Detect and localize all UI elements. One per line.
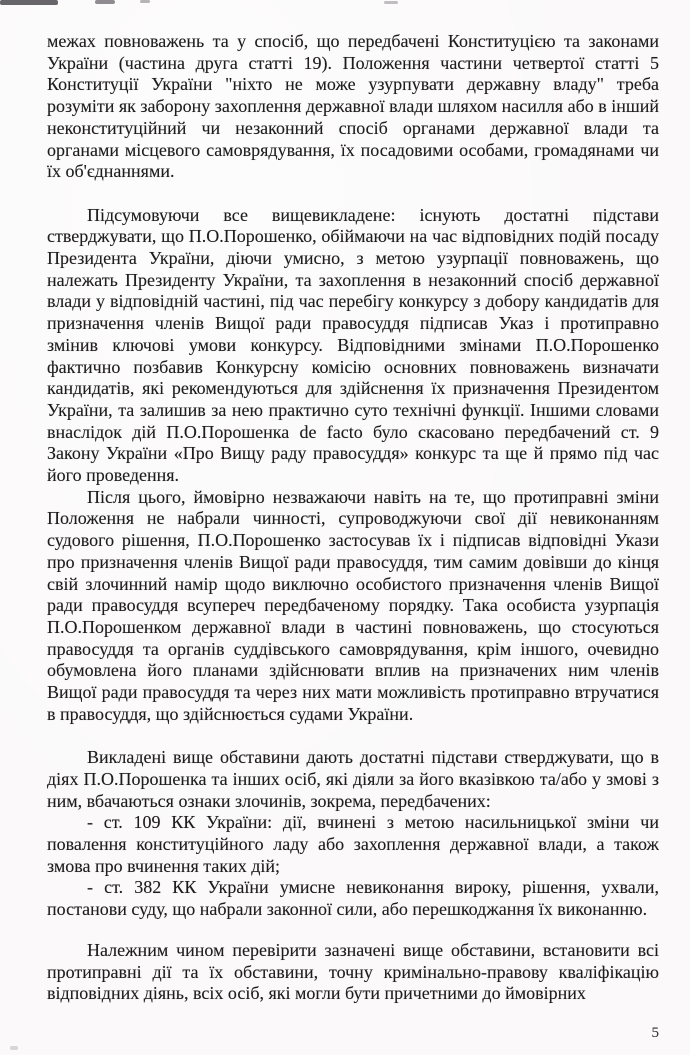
scan-artifact xyxy=(384,1,398,4)
list-item-article-109: - ст. 109 КК України: дії, вчинені з метою насильницької зміни чи повалення конституційного ладу або захоплення державної влади, а також змова про вчинення таких дій; xyxy=(47,812,659,876)
paragraph-request: Належним чином перевірити зазначені вище обставини, встановити всі протиправні дії та їх обставини, точну кримінально-правову кваліфікацію відповідних діянь, всіх осіб, які могли бути причетними до ймовірних xyxy=(47,939,659,1004)
scan-artifact xyxy=(95,0,115,4)
paragraph-conclusions: Викладені вище обставини дають достатні підстави стверджувати, що в діях П.О.Порошенка та інших осіб, які діяли за його вказівкою та/або у змові з ним, вбачаються ознаки злочинів, зокрема, передбачених: xyxy=(47,747,659,811)
paragraph-after-that: Після цього, ймовірно незважаючи навіть на те, що протиправні зміни Положення не набрали чинності, супроводжуючи свої дії невиконанням судового рішення, П.О.Порошенко застосував їх і підписав відповідні Укази про призначення членів Вищої ради правосуддя, тим самим довівши до кінця свій злочинний намір щодо виключно особистого призначення членів Вищої ради правосуддя всупереч передбаченому порядку. Така особиста узурпація П.О.Порошенком державної влади в частині повноважень, що стосуються правосуддя та органів суддівського самоврядування, крім іншого, очевидно обумовлена його планами здійснювати вплив на призначених ним членів Вищої ради правосуддя та через них мати можливість протиправно втручатися в правосуддя, що здійснюється судами України. xyxy=(47,486,659,724)
paragraph-continuation: межах повноважень та у спосіб, що передбачені Конституцією та законами України (частина друга статті 19). Положення частини четвертої статті 5 Конституції України "ніхто не може узурпувати державну владу" треба розуміти як заборону захоплення державної влади шляхом насилля або в інший неконституційний чи незаконний спосіб органами державної влади та органами місцевого самоврядування, їх посадовими особами, громадянами чи їх об'єднаннями. xyxy=(47,31,659,182)
paragraph-summary: Підсумовуючи все вищевикладене: існують достатні підстави стверджувати, що П.О.Порошенко, обіймаючи на час відповідних подій посаду Президента України, діючи умисно, з метою узурпації повноважень, що належать Президенту України, та захоплення в незаконний спосіб державної влади у відповідній частині, під час перебігу конкурсу з добору кандидатів для призначення членів Вищої ради правосуддя підписав Указ і протиправно змінив ключові умови конкурсу. Відповідними змінами П.О.Порошенко фактично позбавив Конкурсну комісію основних повноважень визначати кандидатів, які рекомендуються для здійснення їх призначення Президентом України, та залишив за нею практично суто технічні функції. Іншими словами внаслідок дій П.О.Порошенка de facto було скасовано передбачений ст. 9 Закону України «Про Вищу раду правосуддя» конкурс та ще й прямо під час його проведення. xyxy=(47,204,659,486)
scan-artifact xyxy=(0,0,58,5)
scan-artifact xyxy=(140,0,150,3)
document-text xyxy=(47,31,659,1005)
list-item-article-382: - ст. 382 КК України умисне невиконання вироку, рішення, ухвали, постанови суду, що набрали законної сили, або перешкоджання їх виконанню. xyxy=(47,877,659,920)
scan-artifact xyxy=(10,1046,18,1050)
page-number: 5 xyxy=(651,1025,659,1041)
